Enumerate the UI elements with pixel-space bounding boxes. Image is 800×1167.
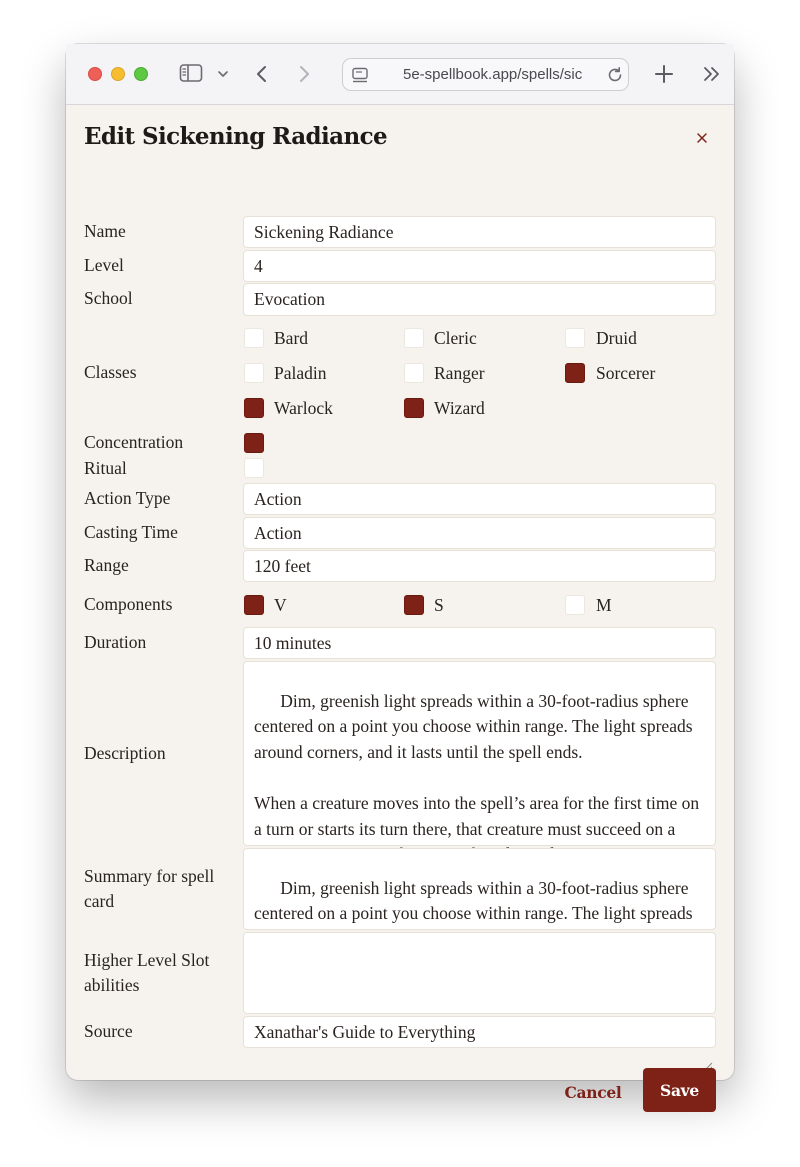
description-label: Description xyxy=(84,743,166,763)
action-type-input[interactable]: Action xyxy=(243,483,716,515)
higher-level-textarea[interactable] xyxy=(243,932,716,1014)
class-label-ranger: Ranger xyxy=(434,363,485,383)
forward-arrow-icon[interactable] xyxy=(294,62,314,86)
new-tab-icon[interactable] xyxy=(653,62,675,86)
duration-input[interactable]: 10 minutes xyxy=(243,627,716,659)
component-label-v: V xyxy=(274,595,287,615)
summary-textarea[interactable] xyxy=(243,848,716,930)
concentration-label: Concentration xyxy=(84,432,184,452)
resize-grip-icon[interactable] xyxy=(704,1002,713,1011)
level-input[interactable]: 4 xyxy=(243,250,716,282)
cancel-button[interactable]: Cancel xyxy=(564,1082,622,1102)
action-type-label: Action Type xyxy=(84,488,171,508)
url-text[interactable]: 5e-spellbook.app/spells/sic xyxy=(403,66,583,83)
concentration-checkbox[interactable] xyxy=(244,433,264,453)
class-checkbox-warlock[interactable] xyxy=(244,398,264,418)
component-label-m: M xyxy=(596,595,612,615)
save-button[interactable]: Save xyxy=(643,1068,716,1112)
classes-label: Classes xyxy=(84,362,137,382)
components-label: Components xyxy=(84,594,173,614)
class-label-cleric: Cleric xyxy=(434,328,477,348)
browser-toolbar xyxy=(66,44,734,105)
component-checkbox-m[interactable] xyxy=(565,595,585,615)
class-label-sorcerer: Sorcerer xyxy=(596,363,656,383)
close-window-button[interactable] xyxy=(88,67,102,81)
chevron-down-icon[interactable] xyxy=(216,68,230,80)
ritual-checkbox[interactable] xyxy=(244,458,264,478)
class-label-warlock: Warlock xyxy=(274,398,333,418)
source-label: Source xyxy=(84,1021,133,1041)
resize-grip-icon[interactable] xyxy=(704,918,713,927)
summary-text: Dim, greenish light spreads within a 30-foot-radius sphere centered on a point you choose within range. The light spreads xyxy=(254,877,693,924)
edit-spell-dialog xyxy=(66,106,734,1102)
class-checkbox-wizard[interactable] xyxy=(404,398,424,418)
class-checkbox-druid[interactable] xyxy=(565,328,585,348)
component-label-s: S xyxy=(434,595,444,615)
zoom-window-button[interactable] xyxy=(134,67,148,81)
description-text: Dim, greenish light spreads within a 30-foot-radius sphere centered on a point you choose within range. The light spreads around corners, and it lasts until the spell ends. When a creature moves into the spell’s area for the first time on a turn or starts its turn there, that creature must succeed on a xyxy=(254,690,700,839)
duration-label: Duration xyxy=(84,632,147,652)
higher-level-label: Higher Level Slot abilities xyxy=(84,950,210,995)
range-label: Range xyxy=(84,555,129,575)
school-input[interactable]: Evocation xyxy=(243,283,716,316)
reload-icon[interactable] xyxy=(606,66,624,84)
source-input[interactable]: Xanathar's Guide to Everything xyxy=(243,1016,716,1048)
back-arrow-icon[interactable] xyxy=(252,62,272,86)
class-label-bard: Bard xyxy=(274,328,309,348)
class-label-druid: Druid xyxy=(596,328,637,348)
address-bar[interactable] xyxy=(342,58,629,91)
class-checkbox-paladin[interactable] xyxy=(244,363,264,383)
overflow-chevrons-icon[interactable] xyxy=(701,64,723,84)
description-textarea[interactable] xyxy=(243,661,716,846)
name-input[interactable]: Sickening Radiance xyxy=(243,216,716,248)
class-label-wizard: Wizard xyxy=(434,398,485,418)
dialog-title: Edit Sickening Radiance xyxy=(84,123,388,150)
class-label-paladin: Paladin xyxy=(274,363,327,383)
sidebar-toggle-icon[interactable] xyxy=(179,63,203,83)
class-checkbox-cleric[interactable] xyxy=(404,328,424,348)
class-checkbox-bard[interactable] xyxy=(244,328,264,348)
component-checkbox-v[interactable] xyxy=(244,595,264,615)
casting-time-input[interactable]: Action xyxy=(243,517,716,549)
summary-label: Summary for spell card xyxy=(84,866,215,911)
minimize-window-button[interactable] xyxy=(111,67,125,81)
page-icon xyxy=(351,67,369,83)
class-checkbox-sorcerer[interactable] xyxy=(565,363,585,383)
resize-grip-icon[interactable] xyxy=(704,834,713,843)
name-label: Name xyxy=(84,221,126,241)
close-icon[interactable] xyxy=(692,128,712,148)
level-label: Level xyxy=(84,255,124,275)
range-input[interactable]: 120 feet xyxy=(243,550,716,582)
school-label: School xyxy=(84,288,133,308)
casting-time-label: Casting Time xyxy=(84,522,178,542)
component-checkbox-s[interactable] xyxy=(404,595,424,615)
ritual-label: Ritual xyxy=(84,458,127,478)
class-checkbox-ranger[interactable] xyxy=(404,363,424,383)
browser-window xyxy=(66,44,734,1102)
